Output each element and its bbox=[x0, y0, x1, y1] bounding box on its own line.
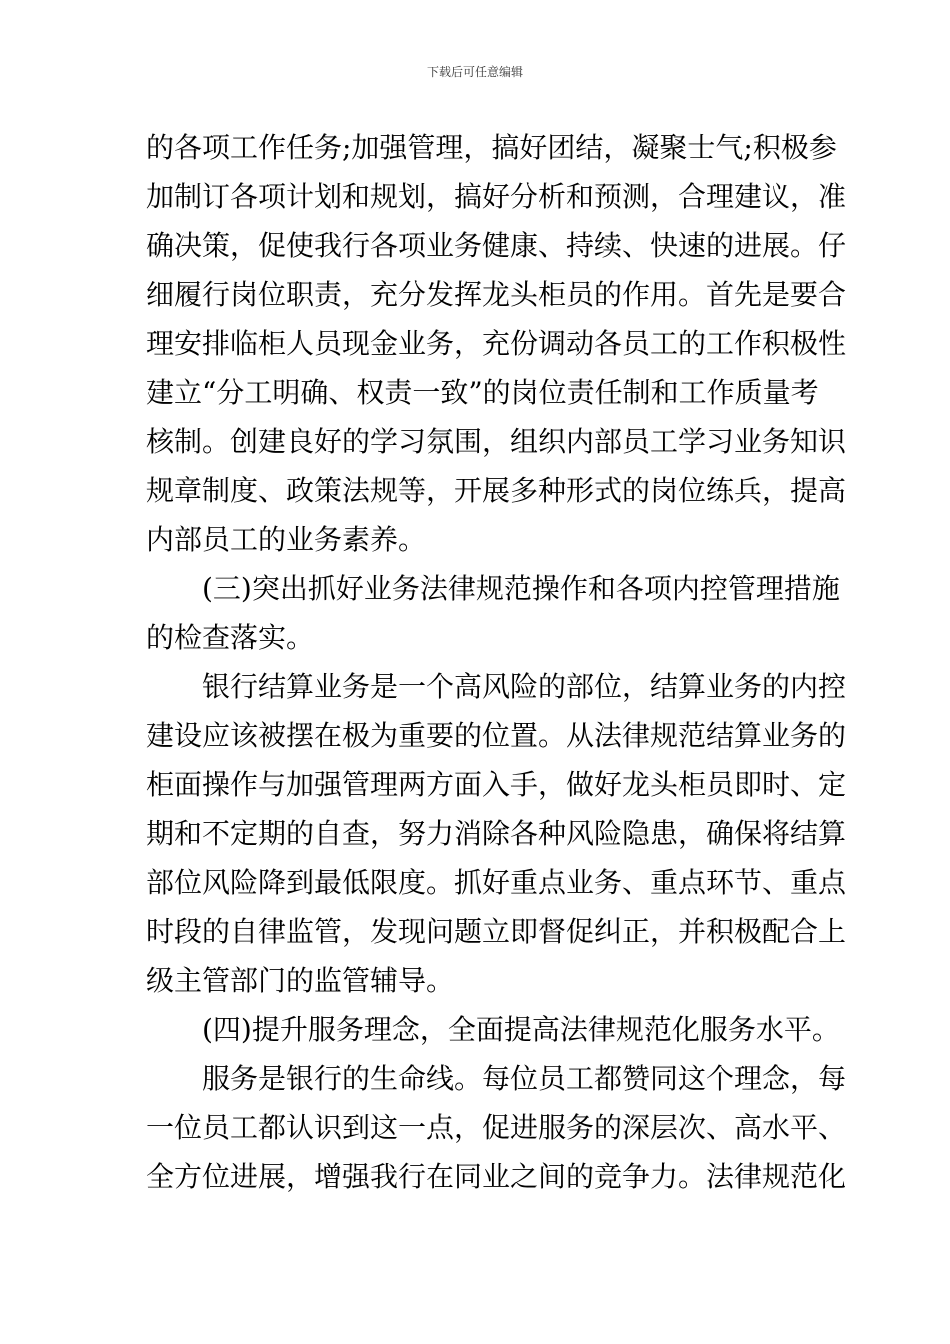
document-body bbox=[146, 123, 847, 1201]
text-line: 一位员工都认识到这一点，促进服务的深层次、高水平、 bbox=[146, 1111, 847, 1144]
text-line: 时段的自律监管，发现问题立即督促纠正，并积极配合上 bbox=[146, 915, 847, 948]
text-line: 的各项工作任务;加强管理，搞好团结，凝聚士气;积极参 bbox=[146, 131, 837, 164]
text-line: 核制。创建良好的学习氛围，组织内部员工学习业务知识 bbox=[146, 425, 847, 458]
text-line: 部位风险降到最低限度。抓好重点业务、重点环节、重点 bbox=[146, 866, 847, 899]
page-header: 下载后可任意编辑 bbox=[426, 65, 523, 79]
text-line: 建立“分工明确、权责一致”的岗位责任制和工作质量考 bbox=[146, 376, 819, 409]
section-heading-continued: 的检查落实。 bbox=[146, 621, 315, 654]
text-line: 细履行岗位职责，充分发挥龙头柜员的作用。首先是要合 bbox=[146, 278, 847, 311]
text-line: 加制订各项计划和规划，搞好分析和预测，合理建议，准 bbox=[146, 180, 847, 213]
text-line: 全方位进展，增强我行在同业之间的竞争力。法律规范化 bbox=[146, 1160, 847, 1193]
text-line: 建设应该被摆在极为重要的位置。从法律规范结算业务的 bbox=[146, 719, 847, 752]
text-line: 服务是银行的生命线。每位员工都赞同这个理念，每 bbox=[202, 1062, 847, 1095]
text-line: 规章制度、政策法规等，开展多种形式的岗位练兵，提高 bbox=[146, 474, 847, 507]
text-line: 柜面操作与加强管理两方面入手，做好龙头柜员即时、定 bbox=[146, 768, 847, 801]
text-line: 确决策，促使我行各项业务健康、持续、快速的进展。仔 bbox=[146, 229, 847, 262]
section-heading: (三)突出抓好业务法律规范操作和各项内控管理措施 bbox=[202, 572, 840, 605]
text-line: 内部员工的业务素养。 bbox=[146, 523, 427, 556]
text-line: 期和不定期的自查，努力消除各种风险隐患，确保将结算 bbox=[146, 817, 847, 850]
text-line: 银行结算业务是一个高风险的部位，结算业务的内控 bbox=[202, 670, 847, 703]
text-line: 级主管部门的监管辅导。 bbox=[146, 964, 455, 997]
section-heading: (四)提升服务理念，全面提高法律规范化服务水平。 bbox=[202, 1013, 840, 1046]
text-line: 理安排临柜人员现金业务，充份调动各员工的工作积极性 bbox=[146, 327, 847, 360]
